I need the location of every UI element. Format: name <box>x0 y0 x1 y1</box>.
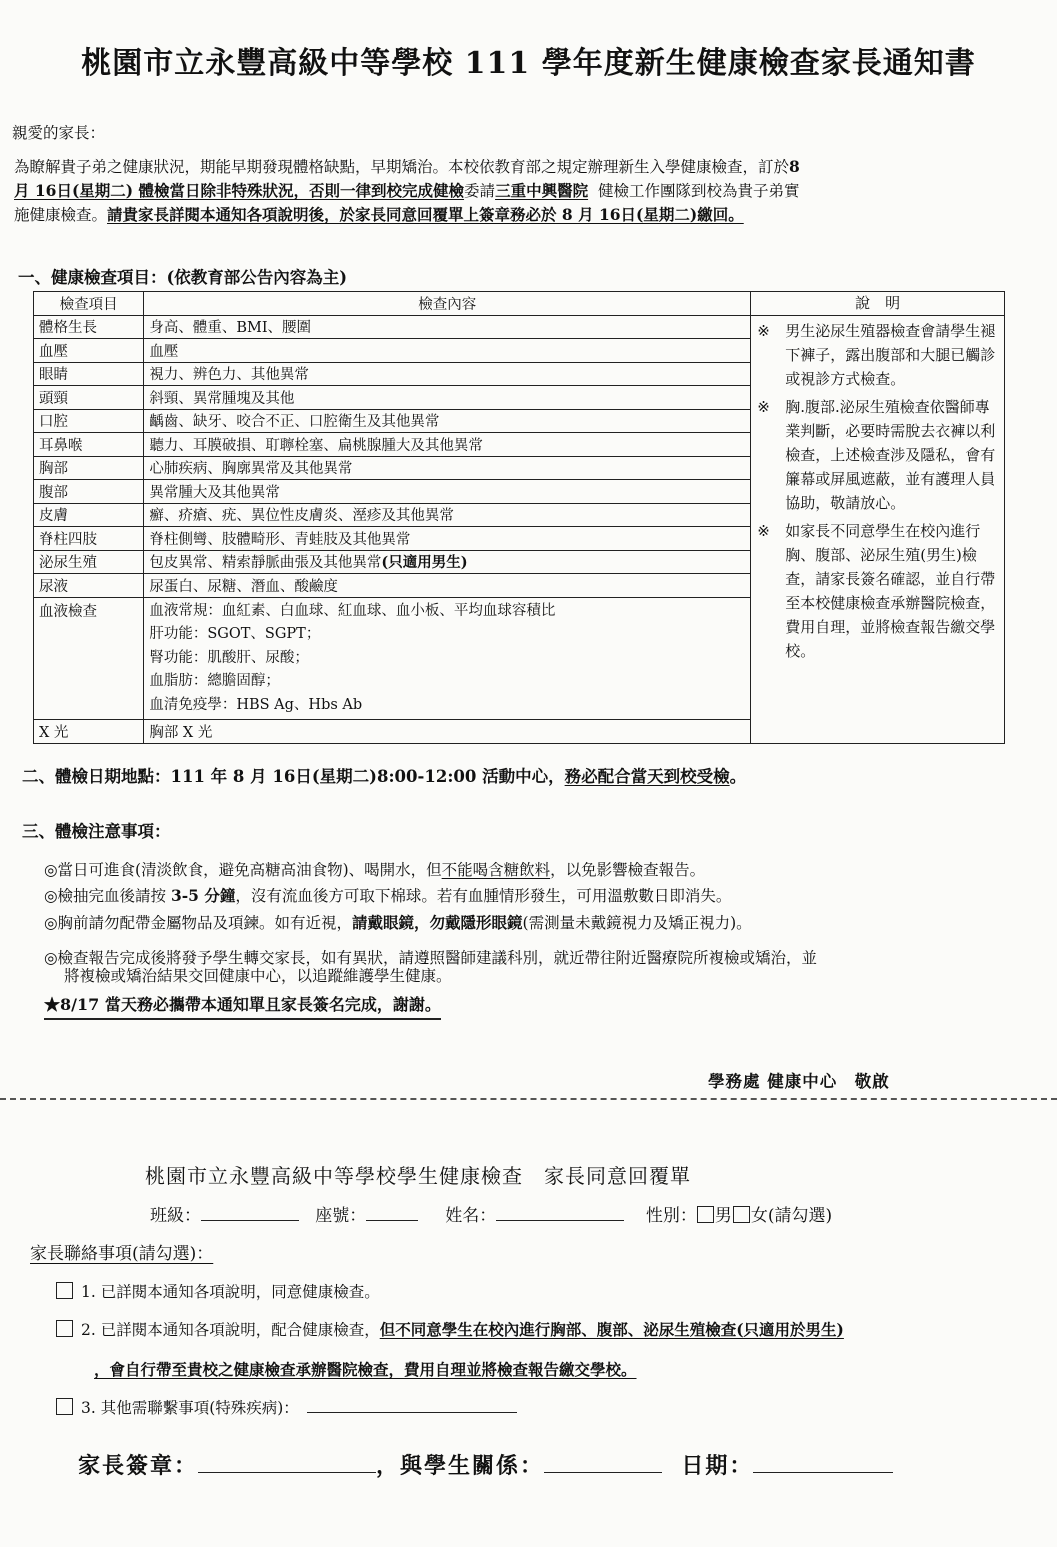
option-2-cont: ，會自行帶至貴校之健康檢查承辦醫院檢查，費用自理並將檢查報告繳交學校。 <box>94 1360 637 1379</box>
table-row: 皮膚 癬、疥瘡、疣、異位性皮膚炎、溼疹及其他異常 <box>34 503 1005 527</box>
table-row: 體格生長 身高、體重、BMI、腰圍 ※ 男生泌尿生殖器檢查會請學生褪下褲子，露出腹部和大腿已觸診或視診方式檢查。 ※ 胸.腹部.泌尿生殖檢查依醫師專業判斷，必要時需脫去衣褲以利檢查，上述檢查涉及隱私，會有簾幕或屏風遮蔽，並有護理人員協助，敬請放心。 ※ 如家長不同意學生在校內進行胸、腹部、泌尿生殖(男生)檢查，請家長簽名確認，並自行帶至本校健康檢查承辦醫院檢查，費用自理，並將檢查報告繳交學校。 <box>34 315 1005 339</box>
parent-signature-field[interactable] <box>198 1450 376 1473</box>
greeting: 親愛的家長： <box>12 124 106 142</box>
note-item: ※ 胸.腹部.泌尿生殖檢查依醫師專業判斷，必要時需脫去衣褲以利檢查，上述檢查涉及隱私，會有簾幕或屏風遮蔽，並有護理人員協助，敬請放心。 <box>757 397 996 512</box>
relation-field[interactable] <box>544 1450 662 1473</box>
option-2-checkbox[interactable] <box>56 1320 73 1337</box>
notice-item: ◎胸前請勿配帶金屬物品及項鍊。如有近視，請戴眼鏡，勿戴隱形眼鏡(需測量未戴鏡視力及矯正視力)。 <box>44 913 752 932</box>
note-item: ※ 男生泌尿生殖器檢查會請學生褪下褲子，露出腹部和大腿已觸診或視診方式檢查。 <box>757 321 996 388</box>
section3-heading: 三、體檢注意事項： <box>22 822 171 841</box>
name-field[interactable] <box>496 1204 624 1221</box>
contact-heading: 家長聯絡事項(請勾選)： <box>30 1244 214 1264</box>
reply-title: 桃園市立永豐高級中等學校學生健康檢查 家長同意回覆單 <box>145 1164 691 1188</box>
table-row: 腹部 異常腫大及其他異常 <box>34 480 1005 504</box>
option-2: 2. 已詳閱本通知各項說明，配合健康檢查，但不同意學生在校內進行胸部、腹部、泌尿生殖檢查(只適用於男生) <box>56 1318 844 1340</box>
student-info-row: 班級： 座號： 姓名： 性別： 男 女(請勾選) <box>150 1206 833 1226</box>
notice-item: ◎檢抽完血後請按 3-5 分鐘，沒有流血後方可取下棉球。若有血腫情形發生，可用溫敷數日即消失。 <box>44 886 732 905</box>
table-row: 胸部 心肺疾病、胸廓異常及其他異常 <box>34 456 1005 480</box>
option-1-checkbox[interactable] <box>56 1282 73 1299</box>
blood-test-content: 血液常規：血紅素、白血球、紅血球、血小板、平均血球容積比 肝功能：SGOT、SGPT； 腎功能：肌酸肝、尿酸； 血脂肪：總膽固醇； 血清免疫學：HBS Ag、Hbs Ab <box>144 597 751 720</box>
intro-line-1: 為瞭解貴子弟之健康狀況，期能早期發現體格缺點，早期矯治。本校依教育部之規定辦理新生入學健康檢查，訂於8 <box>14 157 800 176</box>
notice-item: ◎當日可進食(清淡飲食，避免高糖高油食物)、喝開水，但不能喝含糖飲料，以免影響檢查報告。 <box>44 861 706 879</box>
table-row: 尿液 尿蛋白、尿糖、潛血、酸鹼度 <box>34 574 1005 598</box>
date-field[interactable] <box>753 1450 893 1473</box>
table-row: 頭頸 斜頸、異常腫塊及其他 <box>34 386 1005 410</box>
col-header-content: 檢查內容 <box>144 292 751 316</box>
option-3-checkbox[interactable] <box>56 1398 73 1415</box>
table-row: 血液檢查 血液常規：血紅素、白血球、紅血球、血小板、平均血球容積比 肝功能：SGOT、SGPT； 腎功能：肌酸肝、尿酸； 血脂肪：總膽固醇； 血清免疫學：HBS Ag、Hbs Ab <box>34 597 1005 720</box>
table-row: 脊柱四肢 脊柱側彎、肢體畸形、青蛙肢及其他異常 <box>34 527 1005 551</box>
option-3: 3. 其他需聯繫事項(特殊疾病)： <box>56 1396 517 1418</box>
section1-heading: 一、健康檢查項目：(依教育部公告內容為主) <box>18 268 348 287</box>
table-row: X 光 胸部 X 光 <box>34 720 1005 744</box>
col-header-item: 檢查項目 <box>34 292 144 316</box>
table-row: 耳鼻喉 聽力、耳膜破損、耵聹栓塞、扁桃腺腫大及其他異常 <box>34 433 1005 457</box>
col-header-note: 說 明 <box>751 292 1005 316</box>
notice-item: ◎檢查報告完成後將發予學生轉交家長，如有異狀，請遵照醫師建議科別，就近帶往附近醫療院所複檢或矯治，並 <box>44 949 818 967</box>
intro-line-2: 月 16日(星期二) 體檢當日除非特殊狀況，否則一律到校完成健檢委請三重中興醫院 健檢工作團隊到校為貴子弟實 <box>14 181 800 200</box>
male-checkbox[interactable] <box>697 1206 714 1223</box>
page-title: 桃園市立永豐高級中等學校 111 學年度新生健康檢查家長通知書 <box>81 46 976 81</box>
option-1: 1. 已詳閱本通知各項說明，同意健康檢查。 <box>56 1280 380 1302</box>
female-checkbox[interactable] <box>733 1206 750 1223</box>
health-check-table <box>33 291 1005 744</box>
seat-field[interactable] <box>366 1204 418 1221</box>
section2: 二、體檢日期地點：111 年 8 月 16日(星期二)8:00-12:00 活動中心，務必配合當天到校受檢。 <box>22 767 747 786</box>
signoff: 學務處 健康中心 敬啟 <box>708 1072 890 1091</box>
class-field[interactable] <box>201 1204 299 1221</box>
table-row: 血壓 血壓 <box>34 339 1005 363</box>
table-row: 眼睛 視力、辨色力、其他異常 <box>34 362 1005 386</box>
table-row: 泌尿生殖 包皮異常、精索靜脈曲張及其他異常(只適用男生) <box>34 550 1005 574</box>
notice-item-cont: 將複檢或矯治結果交回健康中心，以追蹤維護學生健康。 <box>64 967 452 985</box>
intro-line-3: 施健康檢查。請貴家長詳閱本通知各項說明後，於家長同意回覆單上簽章務必於 8 月 16日(星期二)繳回。 <box>14 205 744 224</box>
notes-cell <box>751 315 1005 744</box>
other-matters-field[interactable] <box>307 1396 517 1413</box>
signature-row: 家長簽章： ，與學生關係： 日期： <box>78 1449 893 1480</box>
table-row: 口腔 齲齒、缺牙、咬合不正、口腔衛生及其他異常 <box>34 409 1005 433</box>
note-item: ※ 如家長不同意學生在校內進行胸、腹部、泌尿生殖(男生)檢查，請家長簽名確認，並自行帶至本校健康檢查承辦醫院檢查，費用自理，並將檢查報告繳交學校。 <box>757 521 996 660</box>
star-reminder: ★8/17 當天務必攜帶本通知單且家長簽名完成，謝謝。 <box>44 992 441 1020</box>
cut-line <box>0 1098 1057 1100</box>
